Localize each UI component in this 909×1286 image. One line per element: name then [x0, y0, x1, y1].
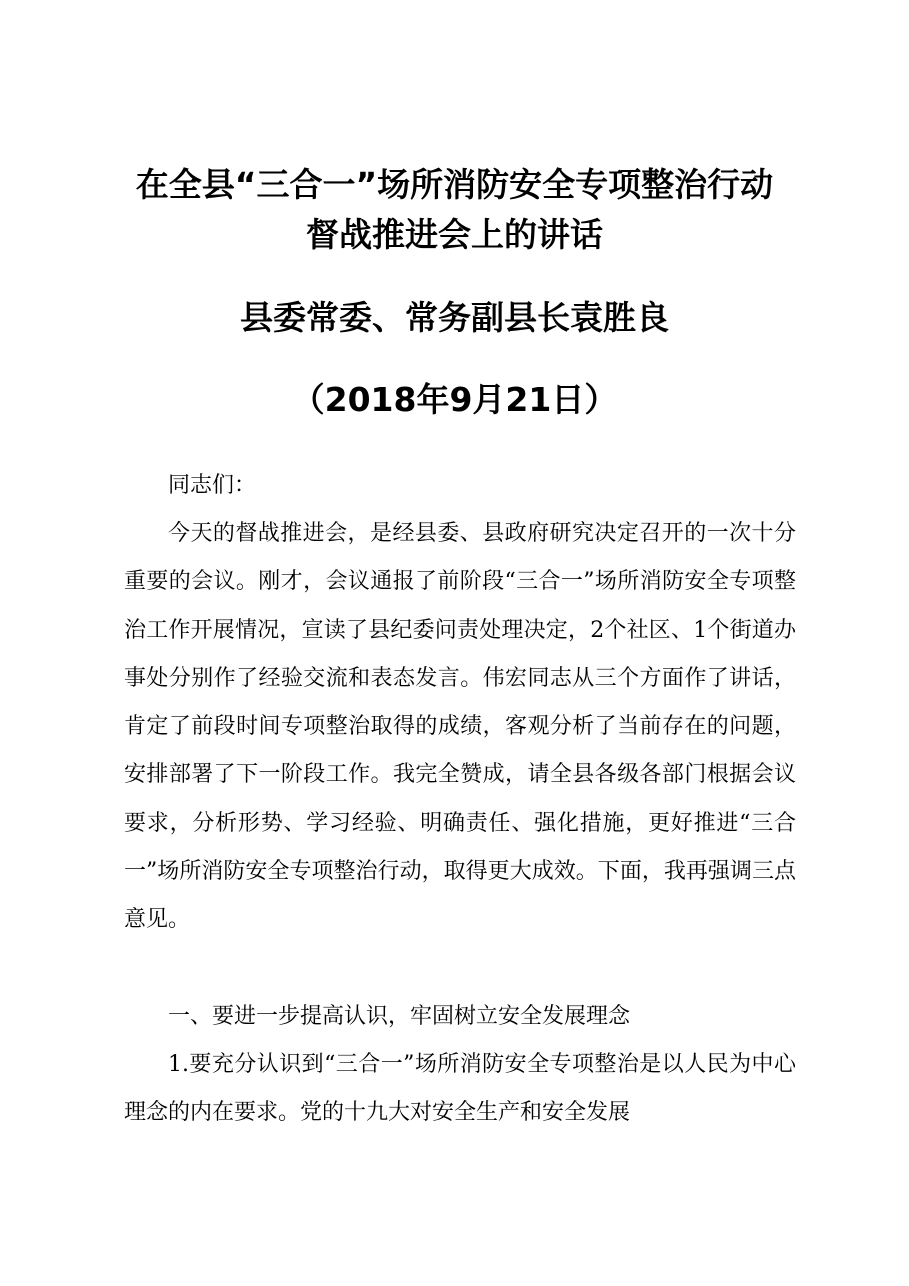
document-title-line-1: 在全县“三合一”场所消防安全专项整治行动: [135, 165, 774, 204]
section-heading-1: [124, 993, 796, 1041]
speaker-line: 县委常委、常务副县长袁胜良: [240, 298, 669, 337]
document-title-line-2: 督战推进会上的讲话: [306, 215, 603, 254]
section-heading-1-text: 一、要进一步提高认识，牢固树立安全发展理念: [168, 1004, 631, 1029]
date-line: （2018年9月21日）: [291, 380, 618, 419]
salutation: [124, 462, 796, 510]
salutation-text: 同志们：: [168, 473, 257, 498]
paragraph-1: [124, 510, 796, 945]
paragraph-2-text: 1.要充分认识到“三合一”场所消防安全专项整治是以人民为中心理念的内在要求。党的十九大对安全生产和安全发展: [124, 1052, 796, 1126]
paragraph-1-text: 今天的督战推进会，是经县委、县政府研究决定召开的一次十分重要的会议。刚才，会议通报了前阶段“三合一”场所消防安全专项整治工作开展情况，宣读了县纪委问责处理决定，2个社区、1个街道办事处分别作了经验交流和表态发言。伟宏同志从三个方面作了讲话，肯定了前段时间专项整治取得的成绩，客观分析了当前存在的问题，安排部署了下一阶段工作。我完全赞成，请全县各级各部门根据会议要求，分析形势、学习经验、明确责任、强化措施，更好推进“三合一”场所消防安全专项整治行动，取得更大成效。下面，我再强调三点意见。: [124, 521, 796, 933]
paragraph-2: [124, 1041, 796, 1138]
